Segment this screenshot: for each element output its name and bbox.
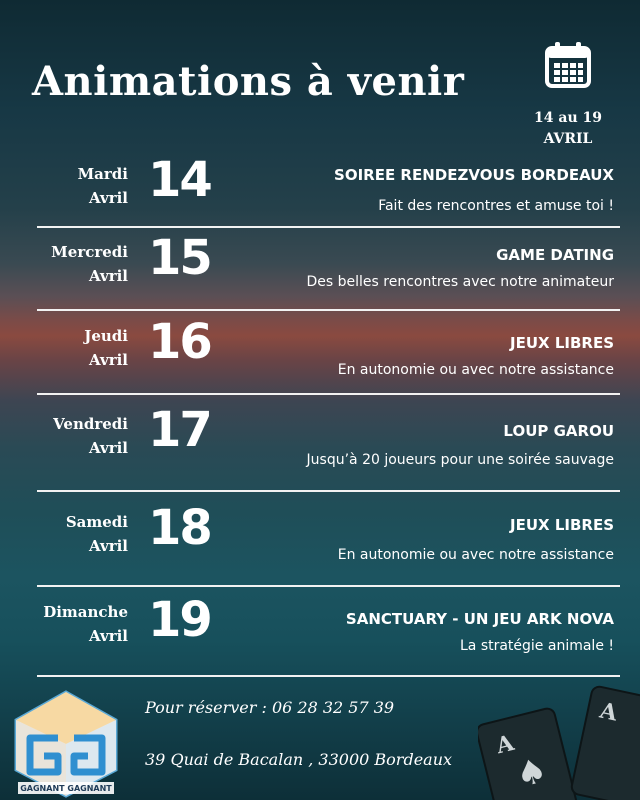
event-row [0, 592, 640, 672]
event-day-number: 19 [148, 592, 211, 648]
date-range-days: 14 au 19 [534, 110, 602, 126]
separator-line [37, 393, 620, 395]
calendar-icon [543, 40, 593, 90]
event-day-label [51, 240, 128, 288]
event-row [0, 314, 640, 394]
event-month: Avril [88, 439, 128, 457]
event-weekday: Mardi [77, 165, 128, 183]
separator-line [37, 309, 620, 311]
event-title: JEUX LIBRES [510, 334, 614, 352]
event-day-label [43, 600, 128, 648]
event-day-number: 15 [148, 230, 211, 286]
event-month: Avril [88, 189, 128, 207]
event-day-number: 14 [148, 152, 211, 208]
event-description: En autonomie ou avec notre assistance [337, 547, 614, 563]
separator-line [37, 675, 620, 677]
event-month: Avril [88, 627, 128, 645]
separator-line [37, 585, 620, 587]
event-title: SANCTUARY - UN JEU ARK NOVA [345, 610, 614, 628]
event-weekday: Jeudi [84, 327, 128, 345]
event-month: Avril [88, 267, 128, 285]
brand-logo [10, 690, 122, 798]
event-row [0, 230, 640, 310]
svg-text:♠: ♠ [511, 749, 552, 797]
event-description: En autonomie ou avec notre assistance [337, 362, 614, 378]
event-day-label [84, 324, 128, 372]
event-weekday: Mercredi [51, 243, 128, 261]
event-description: Jusqu’à 20 joueurs pour une soirée sauvage [306, 452, 614, 468]
event-day-label [53, 412, 128, 460]
footer [0, 680, 640, 800]
event-description: La stratégie animale ! [459, 638, 614, 654]
address-text: 39 Quai de Bacalan , 33000 Bordeaux [145, 750, 453, 769]
svg-text:A: A [597, 697, 620, 727]
svg-text:A: A [493, 729, 517, 760]
event-row [0, 498, 640, 578]
event-row [0, 400, 640, 480]
booking-phone: Pour réserver : 06 28 32 57 39 [145, 698, 395, 717]
event-weekday: Samedi [65, 513, 128, 531]
event-weekday: Vendredi [53, 415, 128, 433]
date-range-month: AVRIL [543, 131, 593, 147]
separator-line [37, 226, 620, 228]
logo-text: GAGNANT GAGNANT [20, 784, 112, 793]
event-month: Avril [88, 537, 128, 555]
event-title: SOIREE RENDEZVOUS BORDEAUX [334, 166, 614, 184]
event-day-label [78, 162, 128, 210]
playing-cards-icon [478, 680, 640, 800]
event-title: GAME DATING [496, 246, 614, 264]
separator-line [37, 490, 620, 492]
event-description: Des belles rencontres avec notre animateur [306, 274, 614, 290]
event-day-number: 17 [148, 402, 211, 458]
event-description: Fait des rencontres et amuse toi ! [378, 198, 614, 214]
event-month: Avril [88, 351, 128, 369]
event-day-number: 18 [148, 500, 211, 556]
event-title: JEUX LIBRES [510, 516, 614, 534]
event-day-label [66, 510, 128, 558]
page-title: Animations à venir [32, 58, 465, 105]
event-weekday: Dimanche [43, 603, 128, 621]
date-range [528, 108, 608, 150]
event-row [0, 150, 640, 230]
event-day-number: 16 [148, 314, 211, 370]
event-title: LOUP GAROU [503, 422, 614, 440]
